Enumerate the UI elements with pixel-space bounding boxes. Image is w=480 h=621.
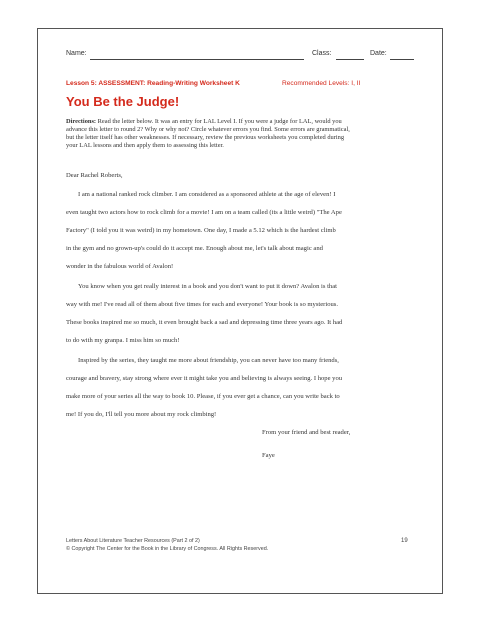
letter-line: make more of your series all the way to book 10. Please, if you ever get a chance, can you write back to	[66, 393, 340, 400]
letter-line: These books inspired me so much, it even brought back a sad and depressing time three years ago. It had	[66, 319, 343, 326]
recommended-levels: Recommended Levels: I, II	[282, 80, 361, 87]
letter-line: in the gym and no grown-up's could do it accept me. Enough about me, let's talk about magic and	[66, 245, 323, 252]
letter-line: courage and bravery, stay strong where ever it might take you and believing is always seeing. I hope you	[66, 375, 343, 382]
letter-line: wonder in the fabulous world of Avalon!	[66, 263, 174, 270]
name-field[interactable]	[90, 59, 304, 60]
lesson-heading	[66, 80, 414, 87]
directions-lead: Directions:	[66, 118, 97, 125]
letter-line: You know when you get really interest in a book and you don't want to put it down? Avalon is that	[78, 283, 337, 290]
footer-copyright: © Copyright The Center for the Book in the Library of Congress. All Rights Reserved.	[66, 546, 269, 552]
worksheet-title: You Be the Judge!	[66, 94, 180, 109]
letter-closing: From your friend and best reader,	[262, 429, 351, 436]
letter-line: Inspired by the series, they taught me more about friendship, you can never have too many friends,	[78, 357, 339, 364]
letter-line: way with me! I've read all of them about five times for each and everyone! Your book is so mysterious.	[66, 301, 339, 308]
directions-line: Read the letter below. It was an entry for LAL Level I. If you were a judge for LAL, would you	[97, 118, 342, 125]
date-field[interactable]	[390, 59, 414, 60]
letter-salutation: Dear Rachel Roberts,	[66, 172, 123, 179]
letter-line: I am a national ranked rock climber. I am considered as a sponsored athlete at the age of eleven! I	[78, 191, 336, 198]
letter-line: me! If you do, I'll tell you more about my rock climbing!	[66, 411, 217, 418]
page-border	[37, 28, 443, 594]
page-number: 19	[401, 538, 408, 544]
directions-line: but the letter itself has other weaknesses. If necessary, review the previous worksheets you completed during	[66, 134, 345, 141]
letter-line: even taught two actors how to rock climb for a movie! I am on a team called (its a little weird) "The Ape	[66, 209, 342, 216]
name-label: Name:	[66, 50, 87, 57]
lesson-label: Lesson 5: ASSESSMENT: Reading-Writing Worksheet K	[66, 80, 240, 87]
student-info-row	[66, 50, 414, 62]
letter-line: to do with my granpa. I miss him so much!	[66, 337, 180, 344]
letter-signature: Faye	[262, 452, 275, 459]
letter-line: Factory" (I told you it was weird) in my hometown. One day, I made a 5.12 which is the hardest climb	[66, 227, 336, 234]
date-label: Date:	[370, 50, 387, 57]
class-field[interactable]	[336, 59, 364, 60]
directions-line: your LAL lessons and then apply them to assessing this letter.	[66, 142, 224, 149]
directions-line: advance this letter to round 2? Why or why not? Circle whatever errors you find. Some errors are grammatical,	[66, 126, 350, 133]
directions	[66, 118, 406, 150]
footer-resource-line: Letters About Literature Teacher Resources (Part 2 of 2)	[66, 538, 200, 544]
class-label: Class:	[312, 50, 332, 57]
